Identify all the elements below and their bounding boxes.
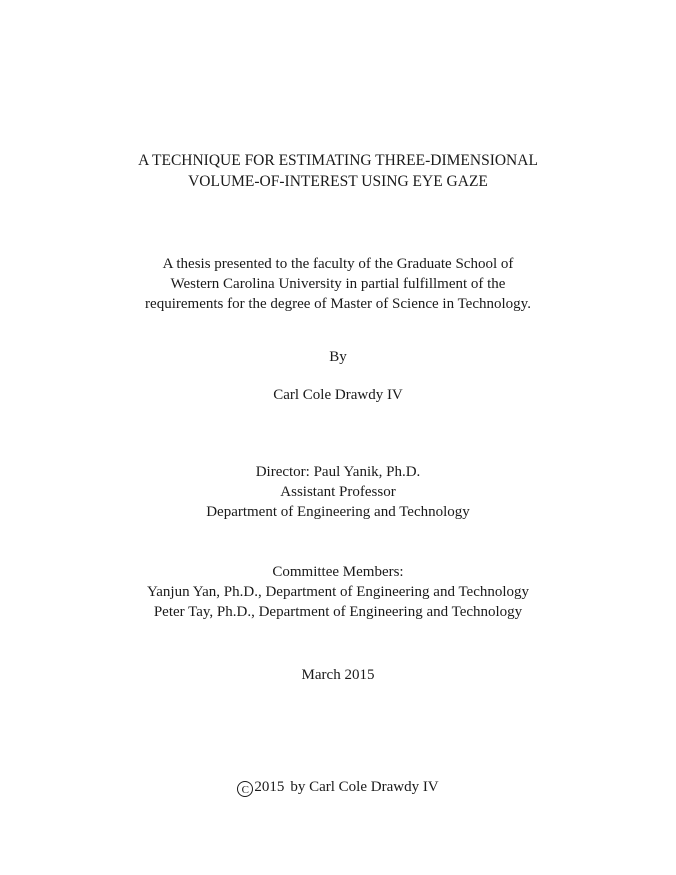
copyright-year: 2015 — [254, 779, 285, 795]
thesis-title-line-1: A TECHNIQUE FOR ESTIMATING THREE-DIMENSIONAL — [138, 152, 538, 169]
copyright-notice — [0, 777, 676, 797]
copyright-holder: by Carl Cole Drawdy IV — [290, 779, 439, 795]
director-info — [0, 462, 676, 522]
copyright-line — [0, 777, 676, 797]
by-label — [0, 347, 676, 367]
by-label-text: By — [329, 349, 347, 365]
thesis-title — [0, 150, 676, 192]
committee-member: Yanjun Yan, Ph.D., Department of Engineering and Technology — [146, 584, 530, 600]
thesis-title-line-2: VOLUME-OF-INTEREST USING EYE GAZE — [188, 173, 488, 190]
submission-date — [0, 665, 676, 685]
author-name — [0, 385, 676, 405]
thesis-statement-line-2: Western Carolina University in partial fulfillment of the — [170, 276, 506, 292]
committee-heading: Committee Members: — [272, 564, 404, 580]
thesis-statement — [0, 254, 676, 314]
author-name-text: Carl Cole Drawdy IV — [273, 387, 403, 403]
director-department: Department of Engineering and Technology — [206, 504, 470, 520]
thesis-statement-line-1: A thesis presented to the faculty of the Graduate School of — [162, 256, 514, 272]
copyright-icon: C — [237, 781, 253, 797]
thesis-statement-line-3: requirements for the degree of Master of Science in Technology. — [145, 296, 531, 312]
committee-members — [0, 562, 676, 622]
director-title: Assistant Professor — [280, 484, 396, 500]
director-name: Director: Paul Yanik, Ph.D. — [255, 464, 421, 480]
submission-date-text: March 2015 — [301, 667, 375, 683]
committee-member: Peter Tay, Ph.D., Department of Engineering and Technology — [153, 604, 523, 620]
